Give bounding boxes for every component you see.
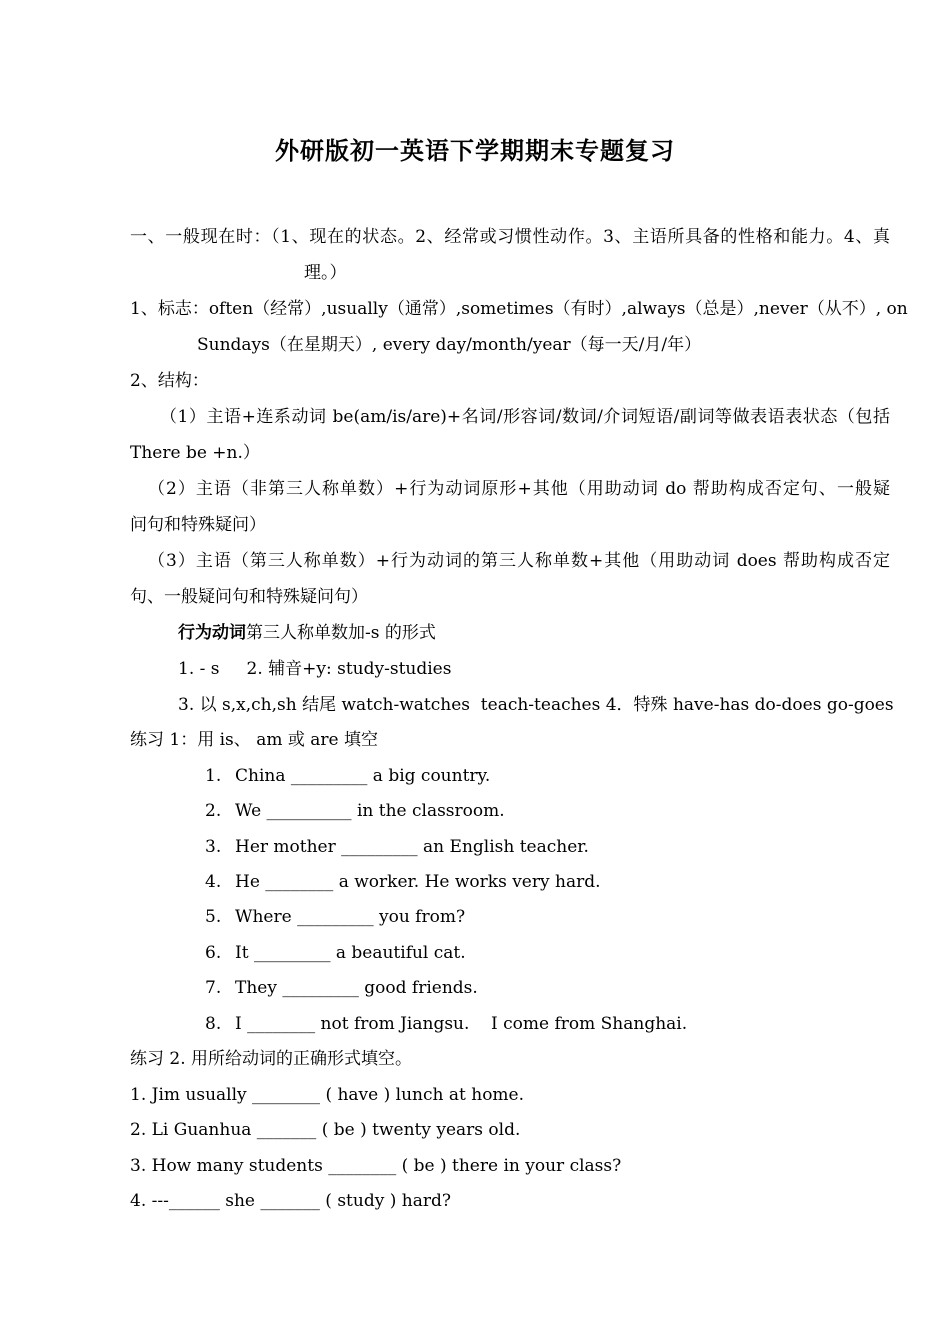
item-number: 5. xyxy=(205,907,222,927)
item-number: 6. xyxy=(205,943,222,963)
structure-1-cont: There be +n.） xyxy=(130,443,260,463)
structure-1: （1）主语+连系动词 be(am/is/are)+名词/形容词/数词/介词短语/副词等做表语表状态（包括 xyxy=(160,407,890,427)
item-text: He ________ a worker. He works very hard. xyxy=(235,872,601,892)
item-text: I ________ not from Jiangsu. I come from Shanghai. xyxy=(235,1014,688,1034)
item-number: 3. xyxy=(205,837,222,857)
item-number: 7. xyxy=(205,978,222,998)
item-number: 8. xyxy=(205,1014,222,1034)
structure-label: 2、结构： xyxy=(130,371,209,391)
signs-line-cont: Sundays（在星期天）, every day/month/year（每一天/月/年） xyxy=(197,335,702,355)
structure-3-cont: 句、一般疑问句和特殊疑问句） xyxy=(130,587,368,607)
section1-heading-cont: 理。） xyxy=(304,263,347,283)
item-text: It _________ a beautiful cat. xyxy=(235,943,466,963)
list-item: 3. How many students ________ ( be ) there in your class? xyxy=(130,1156,622,1176)
exercise1-heading: 练习 1：用 is、 am 或 are 填空 xyxy=(130,730,378,750)
item-text: Her mother _________ an English teacher. xyxy=(235,837,589,857)
item-number: 2. xyxy=(205,801,222,821)
structure-2-cont: 问句和特殊疑问） xyxy=(130,515,266,535)
exercise2-heading: 练习 2. 用所给动词的正确形式填空。 xyxy=(130,1049,413,1069)
list-item: 2. Li Guanhua _______ ( be ) twenty years old. xyxy=(130,1120,521,1140)
item-number: 1. xyxy=(205,766,222,786)
rule-1-2: 1. - s 2. 辅音+y: study-studies xyxy=(178,659,452,679)
list-item: 1. Jim usually ________ ( have ) lunch at home. xyxy=(130,1085,525,1105)
structure-3: （3）主语（第三人称单数）+行为动词的第三人称单数+其他（用助动词 does 帮助构成否定 xyxy=(148,551,890,571)
item-number: 4. xyxy=(205,872,222,892)
list-item: 4. ---______ she _______ ( study ) hard? xyxy=(130,1191,451,1211)
item-text: We __________ in the classroom. xyxy=(235,801,505,821)
item-text: Where _________ you from? xyxy=(235,907,466,927)
item-text: They _________ good friends. xyxy=(235,978,478,998)
section1-heading: 一、一般现在时：（1、现在的状态。2、经常或习惯性动作。3、主语所具备的性格和能力。4、真 xyxy=(130,227,890,247)
rule-3-4: 3. 以 s,x,ch,sh 结尾 watch-watches teach-teaches 4．特殊 have-has do-does go-goes xyxy=(178,695,894,715)
verb-form-bold: 行为动词 xyxy=(178,623,246,643)
verb-form-heading xyxy=(178,622,436,644)
verb-form-rest: 第三人称单数加-s 的形式 xyxy=(246,623,436,643)
item-text: China _________ a big country. xyxy=(235,766,491,786)
document-title: 外研版初一英语下学期期末专题复习 xyxy=(275,137,675,165)
signs-line: 1、标志：often（经常）,usually（通常）,sometimes（有时）,always（总是）,never（从不）, on xyxy=(130,299,908,319)
structure-2: （2）主语（非第三人称单数）+行为动词原形+其他（用助动词 do 帮助构成否定句、一般疑 xyxy=(148,479,890,499)
